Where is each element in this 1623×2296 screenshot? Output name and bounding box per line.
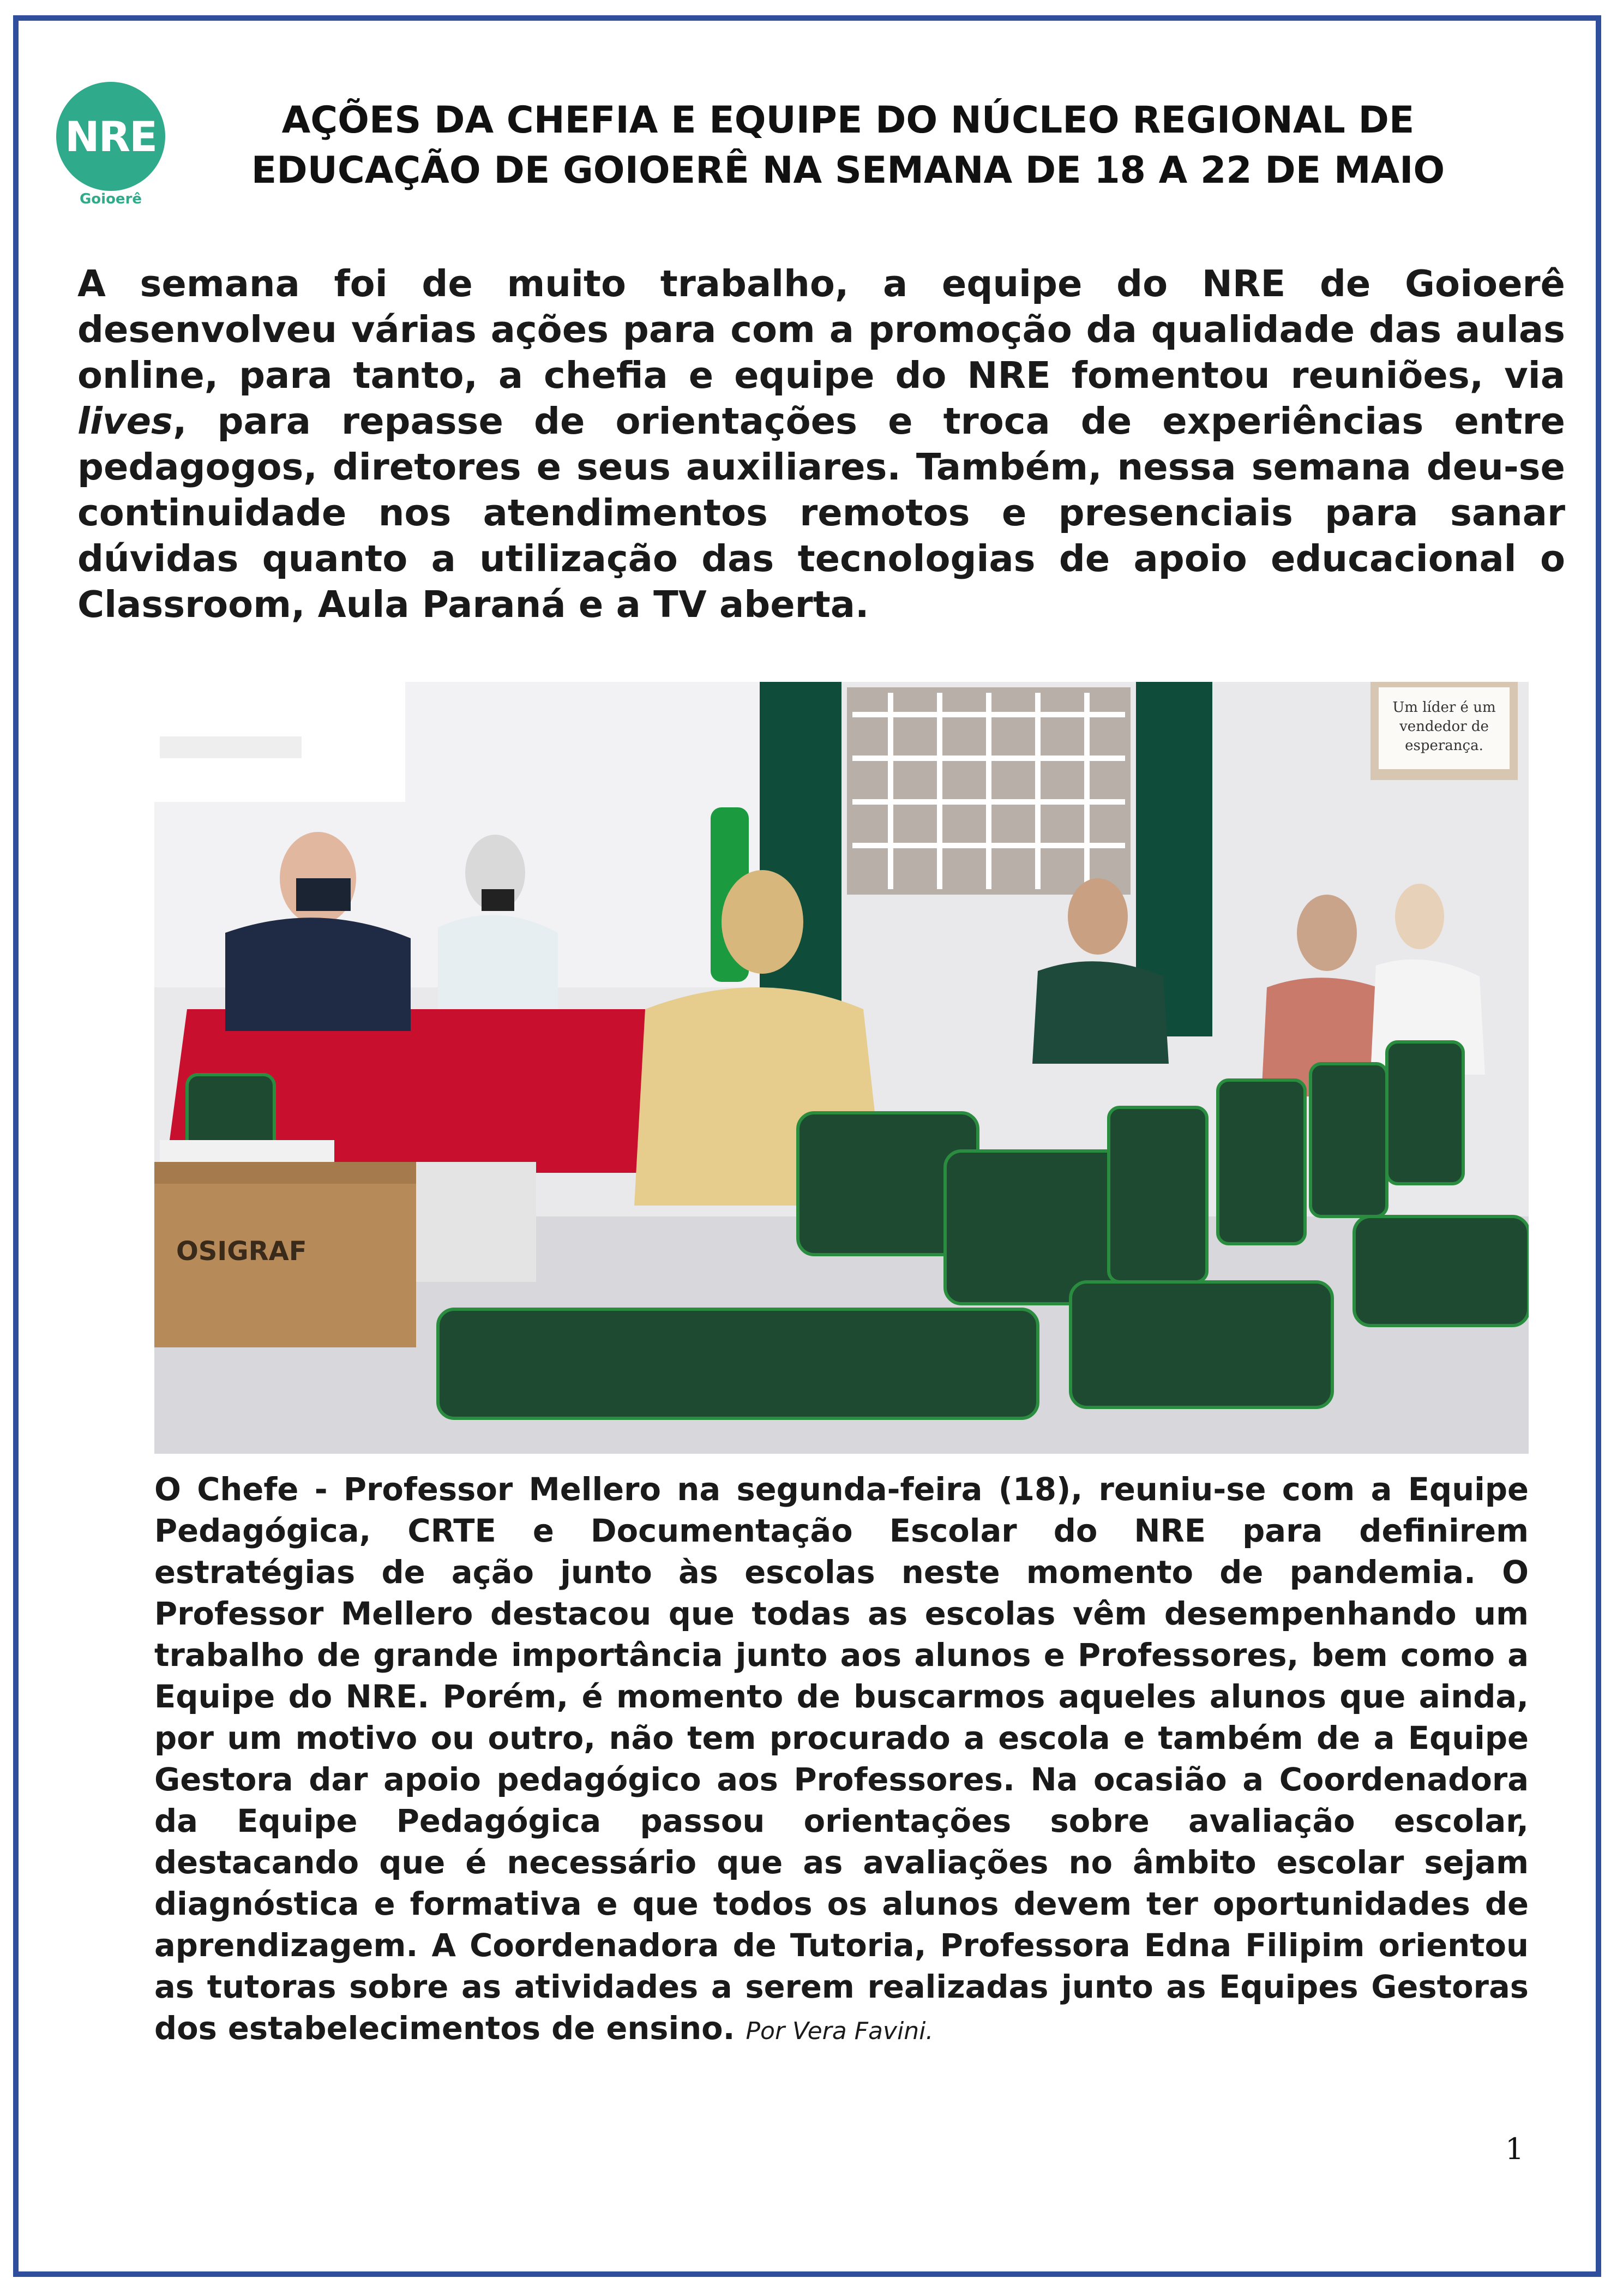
page-number: 1: [1505, 2132, 1524, 2166]
meeting-photo-illustration: [154, 682, 1529, 1454]
intro-text-1: A semana foi de muito trabalho, a equipe do NRE de Goioerê desenvolveu várias ações para com a promoção da qualidade das aulas online, para tanto, a chefia e equipe do NRE fomentou reuniões, via: [77, 262, 1565, 397]
logo-subtext: Goioerê: [79, 191, 142, 207]
title-line-2: EDUCAÇÃO DE GOIOERÊ NA SEMANA DE 18 A 22 DE MAIO: [251, 149, 1445, 192]
intro-paragraph: [77, 261, 1565, 627]
byline: Por Vera Favini.: [746, 2017, 934, 2045]
wall-sign-line-2: vendedor de: [1399, 718, 1489, 735]
logo-circle: [56, 82, 165, 191]
page-title: [175, 95, 1522, 196]
wall-sign-line-1: Um líder é um: [1392, 699, 1496, 716]
caption-text: O Chefe - Professor Mellero na segunda-feira (18), reuniu-se com a Equipe Pedagógica, CRTE e Documentação Escolar do NRE para definirem estratégias de ação junto às escolas neste momento de pandemia. O Professor Mellero destacou que todas as escolas vêm desempenhando um trabalho de grande importância junto aos alunos e Professores, bem como a Equipe do NRE. Porém, é momento de buscarmos aqueles alunos que ainda, por um motivo ou outro, não tem procurado a escola e também de a Equipe Gestora dar apoio pedagógico aos Professores. Na ocasião a Coordenadora da Equipe Pedagógica passou orientações sobre avaliação escolar, destacando que é necessário que as avaliações no âmbito escolar sejam diagnóstica e formativa e que todos os alunos devem ter oportunidades de aprendizagem. A Coordenadora de Tutoria, Professora Edna Filipim orientou as tutoras sobre as atividades a serem realizadas junto as Equipes Gestoras dos estabelecimentos de ensino.: [154, 1471, 1529, 2047]
photo-caption: [154, 1469, 1529, 2052]
wall-sign-line-3: esperança.: [1405, 738, 1483, 754]
logo-text: NRE: [64, 112, 157, 161]
box-label: OSIGRAF: [176, 1236, 307, 1267]
intro-italic: lives: [77, 400, 173, 442]
title-line-1: AÇÕES DA CHEFIA E EQUIPE DO NÚCLEO REGIONAL DE: [281, 99, 1415, 142]
meeting-photo: [154, 682, 1529, 1454]
intro-text-2: , para repasse de orientações e troca de experiências entre pedagogos, diretores e seus auxiliares. Também, nessa semana deu-se continuidade nos atendimentos remotos e presenciais para sanar dúvidas quanto a utilização das tecnologias de apoio educacional o Classroom, Aula Paraná e a TV aberta.: [77, 400, 1565, 626]
nre-logo: [56, 82, 165, 213]
